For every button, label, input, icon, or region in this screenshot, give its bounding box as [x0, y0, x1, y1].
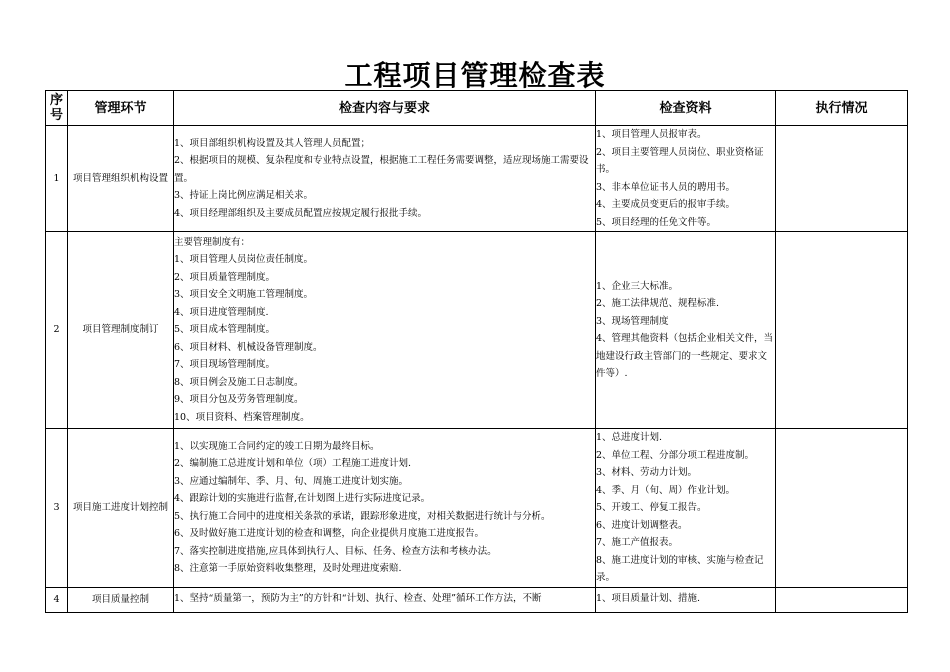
- content-line: 5、项目成本管理制度。: [174, 324, 276, 336]
- content-line: 9、项目分包及劳务管理制度。: [174, 394, 304, 406]
- row-section: 项目管理制度制订: [68, 232, 174, 429]
- content-line: 6、项目材料、机械设备管理制度。: [174, 341, 323, 353]
- header-section: 管理环节: [68, 91, 174, 126]
- content-line: 主要管理制度有：: [174, 236, 251, 248]
- content-line: 6、及时做好施工进度计划的检查和调整，向企业提供月度施工进度报告。: [174, 528, 485, 540]
- header-seq-char: 序: [49, 93, 63, 108]
- header-status: 执行情况: [776, 91, 908, 126]
- row-number: 2: [46, 232, 68, 429]
- row-status[interactable]: [776, 429, 908, 588]
- row-content: [174, 232, 596, 429]
- table-row: [46, 232, 908, 429]
- content-line: 8、项目例会及施工日志制度。: [174, 376, 304, 388]
- row-materials: [596, 126, 776, 232]
- table-row: [46, 429, 908, 588]
- content-line: 4、跟踪计划的实施进行监督,在计划图上进行实际进度记录。: [174, 493, 431, 505]
- inspection-table: [45, 90, 908, 613]
- row-section: 项目质量控制: [68, 587, 174, 612]
- row-number: 3: [46, 429, 68, 588]
- content-line: 4、项目经理部组织及主要成员配置应按规定履行报批手续。: [174, 207, 428, 219]
- row-section: 项目管理组织机构设置: [68, 126, 174, 232]
- content-line: 5、执行施工合同中的进度相关条款的承诺，跟踪形象进度，对相关数据进行统计与分析。: [174, 510, 551, 522]
- content-line: 1、坚持“质量第一，预防为主”的方针和“计划、执行、检查、处理”循环工作方法，不断: [174, 592, 542, 604]
- content-line: 3、应通过编制年、季、月、旬、周施工进度计划实施。: [174, 475, 409, 487]
- row-number: 4: [46, 587, 68, 612]
- row-materials: [596, 429, 776, 588]
- content-line: 2、编制施工总进度计划和单位（项）工程施工进度计划.: [174, 458, 412, 470]
- content-line: 3、持证上岗比例应满足相关求。: [174, 190, 314, 202]
- row-section: 项目施工进度计划控制: [68, 429, 174, 588]
- row-content: [174, 126, 596, 232]
- material-line: 2、项目主要管理人员岗位、职业资格证书。: [596, 146, 764, 175]
- row-content: [174, 429, 596, 588]
- row-materials: [596, 232, 776, 429]
- material-line: 3、非本单位证书人员的聘用书。: [596, 181, 736, 193]
- material-line: 4、管理其他资料（包括企业相关文件，当地建设行政主管部门的一些规定、要求文件等）.: [596, 333, 774, 379]
- content-line: 7、落实控制进度措施,应具体到执行人、目标、任务、检查方法和考核办法。: [174, 545, 497, 557]
- row-status[interactable]: [776, 232, 908, 429]
- material-line: 2、单位工程、分部分项工程进度制。: [596, 449, 755, 461]
- content-line: 10、项目资料、档案管理制度。: [174, 411, 310, 423]
- content-line: 1、项目部组织机构设置及其人管理人员配置；: [174, 137, 371, 149]
- header-materials: 检查资料: [596, 91, 776, 126]
- content-line: 8、注意第一手原始资料收集整理，及时处理进度索赔.: [174, 563, 402, 575]
- material-line: 1、项目管理人员报审表。: [596, 129, 707, 140]
- content-line: 4、项目进度管理制度.: [174, 306, 269, 318]
- content-line: 1、以实现施工合同约定的竣工日期为最终目标。: [174, 440, 380, 452]
- row-status[interactable]: [776, 587, 908, 612]
- row-content: [174, 587, 596, 612]
- content-line: 2、项目质量管理制度。: [174, 271, 276, 283]
- material-line: 4、季、月（旬、周）作业计划。: [596, 484, 736, 496]
- content-line: 3、项目安全文明施工管理制度。: [174, 289, 314, 301]
- document-title: 工程项目管理检查表: [344, 59, 606, 92]
- material-line: 3、现场管理制度: [596, 315, 669, 327]
- row-number: 1: [46, 126, 68, 232]
- material-line: 3、材料、劳动力计划。: [596, 467, 698, 478]
- table-row: [46, 126, 908, 232]
- row-status[interactable]: [776, 126, 908, 232]
- material-line: 5、开竣工、停复工报告。: [596, 502, 707, 513]
- table-row: [46, 587, 908, 612]
- material-line: 6、进度计划调整表。: [596, 519, 688, 531]
- material-line: 1、项目质量计划、措施.: [596, 592, 701, 604]
- header-content: 检查内容与要求: [174, 91, 596, 126]
- material-line: 5、项目经理的任免文件等。: [596, 216, 717, 228]
- content-line: 7、项目现场管理制度。: [174, 359, 276, 371]
- content-line: 1、项目管理人员岗位责任制度。: [174, 254, 314, 266]
- material-line: 2、施工法律规范、规程标准.: [596, 298, 720, 309]
- material-line: 1、总进度计划.: [596, 432, 663, 443]
- content-line: 2、根据项目的规模、复杂程度和专业特点设置，根据施工工程任务需要调整，适应现场施工需要设置。: [174, 155, 589, 184]
- header-seq-char: 号: [49, 108, 63, 123]
- material-line: 1、企业三大标准。: [596, 280, 679, 292]
- table-header-row: [46, 91, 908, 126]
- row-materials: [596, 587, 776, 612]
- header-seq: [46, 91, 68, 126]
- material-line: 7、施工产值报表。: [596, 537, 679, 548]
- material-line: 8、施工进度计划的审核、实施与检查记录。: [596, 554, 764, 583]
- material-line: 4、主要成员变更后的报审手续。: [596, 199, 736, 210]
